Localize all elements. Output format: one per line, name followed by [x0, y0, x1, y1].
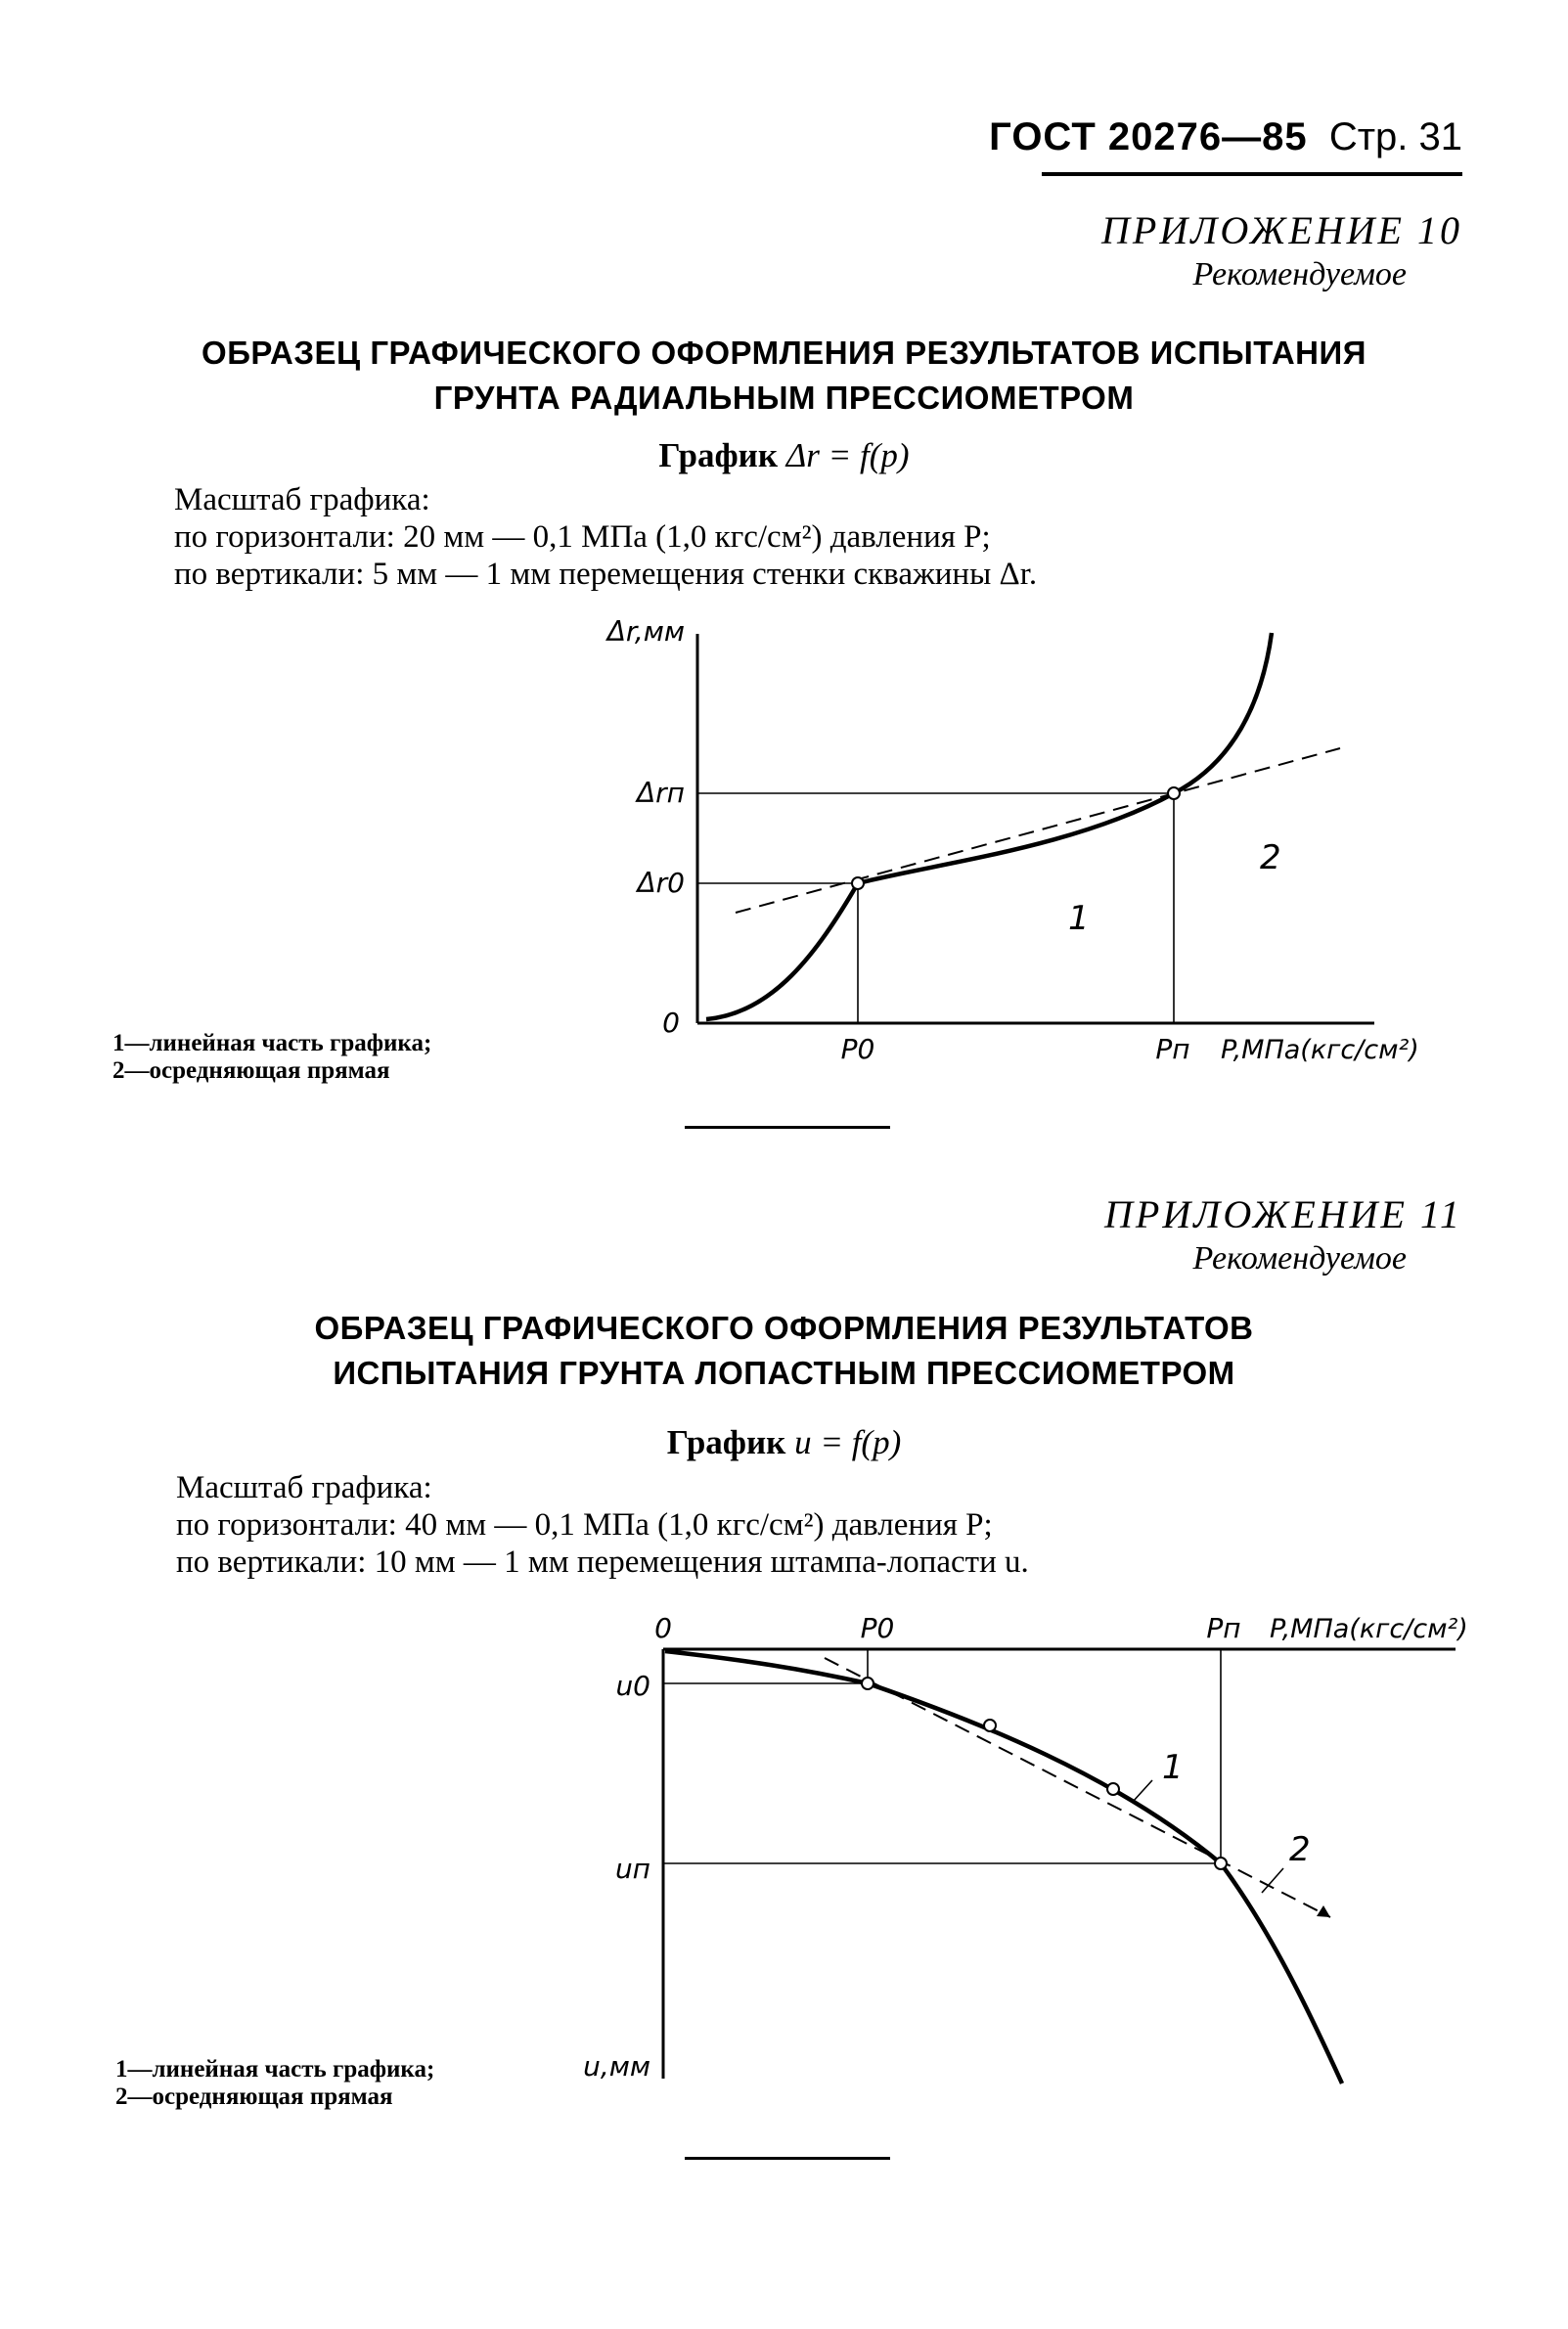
appendix-10-legend	[112, 1030, 431, 1085]
page-number: Стр. 31	[1328, 115, 1462, 158]
section-divider-2	[685, 2157, 890, 2160]
curve-label-2: 2	[1289, 1830, 1311, 1869]
appendix-11-graph-title	[0, 1423, 1568, 1462]
point-pn	[1168, 787, 1180, 799]
averaging-line-arrow	[1317, 1905, 1330, 1917]
scale-horizontal: по горизонтали: 40 мм — 0,1 МПа (1,0 кгс/см²) давления P;	[176, 1507, 993, 1543]
appendix-11-status: Рекомендуемое	[1192, 1240, 1407, 1276]
appendix-10-status: Рекомендуемое	[1192, 256, 1407, 292]
y-axis-label: u,мм	[583, 2050, 650, 2083]
point-p0	[852, 877, 864, 889]
scale-vertical: по вертикали: 10 мм — 1 мм перемещения штампа-лопасти u.	[176, 1545, 1029, 1580]
appendix-10-scale	[174, 481, 1037, 593]
origin-label: 0	[662, 1007, 680, 1039]
curve-label-2: 2	[1260, 838, 1281, 877]
test-curve	[706, 633, 1272, 1019]
appendix-10-title-line1: ОБРАЗЕЦ ГРАФИЧЕСКОГО ОФОРМЛЕНИЯ РЕЗУЛЬТАТОВ ИСПЫТАНИЯ	[202, 335, 1366, 371]
point-2	[984, 1720, 996, 1731]
point-p0	[862, 1678, 874, 1689]
legend-item-2: 2—осредняющая прямая	[115, 2083, 393, 2110]
graph-word: График	[658, 436, 778, 474]
label-1-leader	[1133, 1780, 1152, 1802]
standard-number: ГОСТ 20276—85	[989, 115, 1308, 158]
x-tick-pn: Pп	[1206, 1612, 1241, 1644]
scale-vertical: по вертикали: 5 мм — 1 мм перемещения стенки скважины Δr.	[174, 557, 1038, 592]
test-curve	[665, 1651, 1342, 2083]
chart-blade-pressiometer	[567, 1590, 1477, 2098]
appendix-11-legend	[115, 2056, 434, 2111]
scale-heading: Масштаб графика:	[174, 482, 430, 517]
y-tick-r0: Δr0	[637, 867, 685, 899]
origin-label: 0	[654, 1612, 672, 1644]
y-tick-rn: Δrп	[637, 777, 685, 809]
appendix-11-title	[0, 1306, 1568, 1396]
x-tick-pn: Pп	[1155, 1033, 1190, 1065]
scale-heading: Масштаб графика:	[176, 1470, 432, 1505]
appendix-10-title	[0, 331, 1568, 421]
chart-radial-pressiometer	[567, 597, 1419, 1096]
y-tick-u0: u0	[615, 1670, 650, 1702]
appendix-11-label: ПРИЛОЖЕНИЕ 11	[1104, 1192, 1462, 1236]
legend-item-2: 2—осредняющая прямая	[112, 1057, 390, 1084]
curve-label-1: 1	[1162, 1748, 1184, 1787]
x-axis-label: P,МПа(кгс/см²)	[1270, 1614, 1468, 1644]
averaging-line	[736, 748, 1340, 913]
point-pn	[1215, 1858, 1227, 1869]
appendix-11-title-line2: ИСПЫТАНИЯ ГРУНТА ЛОПАСТНЫМ ПРЕССИОМЕТРОМ	[333, 1355, 1235, 1391]
curve-label-1: 1	[1068, 899, 1090, 938]
point-3	[1107, 1783, 1119, 1795]
appendix-10-label: ПРИЛОЖЕНИЕ 10	[1101, 208, 1462, 252]
x-tick-p0: P0	[860, 1612, 895, 1644]
x-tick-p0: P0	[840, 1033, 875, 1065]
appendix-11-scale	[176, 1469, 1029, 1581]
appendix-10-graph-title	[0, 436, 1568, 475]
legend-item-1: 1—линейная часть графика;	[112, 1030, 432, 1056]
y-axis-label: Δr,мм	[606, 615, 685, 648]
graph-formula: u = f(p)	[794, 1423, 902, 1461]
section-divider-1	[685, 1126, 890, 1129]
x-axis-label: P,МПа(кгс/см²)	[1221, 1035, 1419, 1065]
graph-formula: Δr = f(p)	[785, 436, 910, 474]
appendix-11-title-line1: ОБРАЗЕЦ ГРАФИЧЕСКОГО ОФОРМЛЕНИЯ РЕЗУЛЬТАТОВ	[314, 1310, 1254, 1346]
header-rule	[1042, 172, 1462, 176]
appendix-10-title-line2: ГРУНТА РАДИАЛЬНЫМ ПРЕССИОМЕТРОМ	[433, 380, 1135, 416]
graph-word: График	[666, 1423, 786, 1461]
scale-horizontal: по горизонтали: 20 мм — 0,1 МПа (1,0 кгс/см²) давления P;	[174, 519, 991, 555]
legend-item-1: 1—линейная часть графика;	[115, 2056, 435, 2083]
label-2-leader	[1262, 1868, 1283, 1893]
y-tick-un: uп	[614, 1853, 650, 1885]
page-header	[989, 115, 1462, 159]
